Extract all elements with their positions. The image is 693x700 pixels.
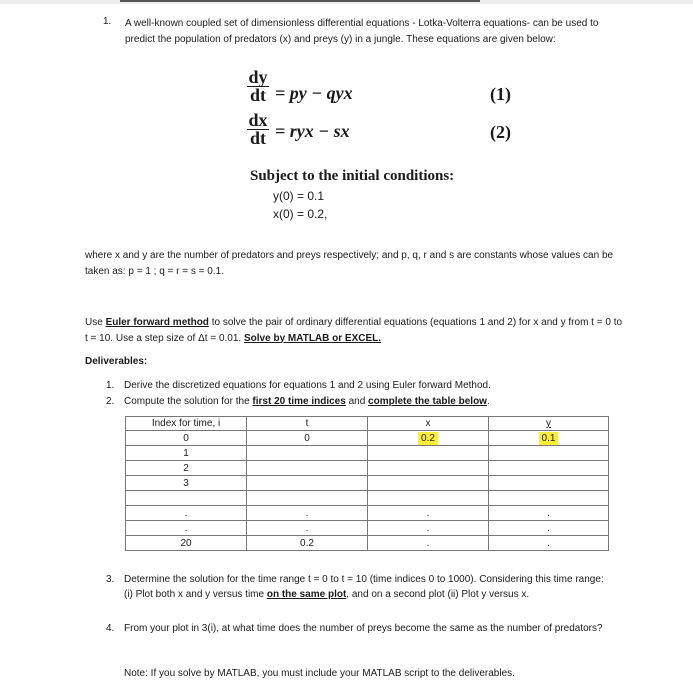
table-header-row [126, 417, 609, 431]
cell-y [489, 476, 609, 491]
deliverable-item-2 [106, 396, 626, 410]
cell-t: . [247, 521, 368, 536]
table-row [126, 521, 609, 536]
results-table [125, 416, 609, 551]
table-row [126, 506, 609, 521]
table-row [126, 446, 609, 461]
header-y [489, 417, 609, 431]
item4-number: 4. [106, 623, 115, 634]
highlighted-x0: 0.2 [418, 432, 438, 445]
deliverable-item-3 [106, 572, 606, 602]
cell-y [489, 461, 609, 476]
equation2-denominator: dt [249, 128, 266, 148]
item2-underlined-2: complete the table below [368, 396, 487, 407]
equation1-fraction [247, 69, 269, 104]
table-row [126, 491, 609, 506]
cell-i [126, 491, 247, 506]
equation1-number: (1) [490, 84, 511, 104]
equation2-fraction [247, 112, 269, 147]
item3-text [124, 572, 606, 602]
table-row [126, 476, 609, 491]
where-paragraph: where x and y are the number of predators and preys respectively; and p, q, r and s are constants whose values can be taken as: p = 1 ; q = r = s = 0.1. [85, 250, 614, 277]
item1-number: 1. [106, 380, 115, 391]
cell-t [247, 461, 368, 476]
cell-y: . [489, 536, 609, 551]
cell-i: 0 [126, 431, 247, 446]
cell-x [368, 476, 489, 491]
item3-underlined: on the same plot [266, 589, 347, 600]
equation1-rhs: = py − qyx [275, 83, 353, 103]
item1-text: Derive the discretized equations for equations 1 and 2 using Euler forward Method. [124, 380, 491, 391]
task-middle: to solve the pair of ordinary differential equations (equations 1 and 2) for x and y from t = 0 to t = 10. Use a step size of Δt = 0.01. [85, 317, 623, 344]
cell-x: . [368, 521, 489, 536]
deliverable-item-1 [106, 380, 626, 394]
item3-pre: Determine the solution for the time range t = 0 to t = 10 (time indices 0 to 1000). Considering this time range: (i) Plot both x and y versus time [124, 574, 604, 600]
item3-post: , and on a second plot (ii) Plot y versus x. [346, 589, 530, 600]
table-row [126, 431, 609, 446]
table-row [126, 536, 609, 551]
cell-i: 3 [126, 476, 247, 491]
task-paragraph [85, 315, 625, 346]
cell-y [489, 446, 609, 461]
deliverable-item-4 [106, 621, 606, 636]
cell-y [489, 431, 609, 446]
cell-t [247, 476, 368, 491]
highlighted-y0: 0.1 [539, 432, 559, 445]
initial-condition-y: y(0) = 0.1 [273, 189, 325, 203]
initial-condition-x: x(0) = 0.2, [273, 207, 328, 221]
equation1-numerator: dy [248, 67, 268, 87]
item4-text: From your plot in 3(i), at what time does the number of preys become the same as the number of predators? [124, 623, 603, 634]
deliverables-heading: Deliverables: [85, 356, 148, 367]
cell-t [247, 491, 368, 506]
top-rule [120, 0, 480, 2]
cell-x [368, 446, 489, 461]
cell-y [489, 491, 609, 506]
cell-y: . [489, 506, 609, 521]
cell-x: . [368, 506, 489, 521]
cell-t: . [247, 506, 368, 521]
cell-i: . [126, 506, 247, 521]
initial-conditions-heading: Subject to the initial conditions: [250, 168, 455, 184]
cell-t: 0.2 [247, 536, 368, 551]
item2-pre: Compute the solution for the [124, 396, 253, 407]
item2-text [124, 396, 490, 407]
header-index: Index for time, i [126, 417, 247, 431]
cell-x: . [368, 536, 489, 551]
header-y-label: y [546, 418, 551, 429]
cell-t [247, 446, 368, 461]
question-intro: A well-known coupled set of dimensionless differential equations - Lotka-Volterra equations- can be used to predict the population of predators (x) and preys (y) in a jungle. These equations are given below: [125, 18, 599, 45]
item2-mid: and [345, 396, 369, 407]
cell-y: . [489, 521, 609, 536]
question-number: 1. [103, 16, 112, 27]
cell-x [368, 491, 489, 506]
cell-t: 0 [247, 431, 368, 446]
item2-underlined-1: first 20 time indices [252, 396, 346, 407]
table-row [126, 461, 609, 476]
header-x: x [368, 417, 489, 431]
note-text: Note: If you solve by MATLAB, you must include your MATLAB script to the deliverables. [124, 668, 515, 679]
cell-i: 20 [126, 536, 247, 551]
cell-i: 1 [126, 446, 247, 461]
task-prefix: Use [85, 317, 106, 328]
cell-i: 2 [126, 461, 247, 476]
equation2-rhs: = ryx − sx [275, 121, 350, 141]
equation2-number: (2) [490, 122, 511, 142]
cell-x [368, 431, 489, 446]
item3-number: 3. [106, 574, 115, 585]
item2-post: . [486, 396, 490, 407]
header-t: t [247, 417, 368, 431]
equation2-numerator: dx [248, 110, 268, 130]
cell-i: . [126, 521, 247, 536]
item2-number: 2. [106, 396, 115, 407]
task-solve-by: Solve by MATLAB or EXCEL. [244, 332, 382, 344]
cell-x [368, 461, 489, 476]
equation1-denominator: dt [249, 85, 266, 105]
task-method: Euler forward method [105, 317, 209, 328]
